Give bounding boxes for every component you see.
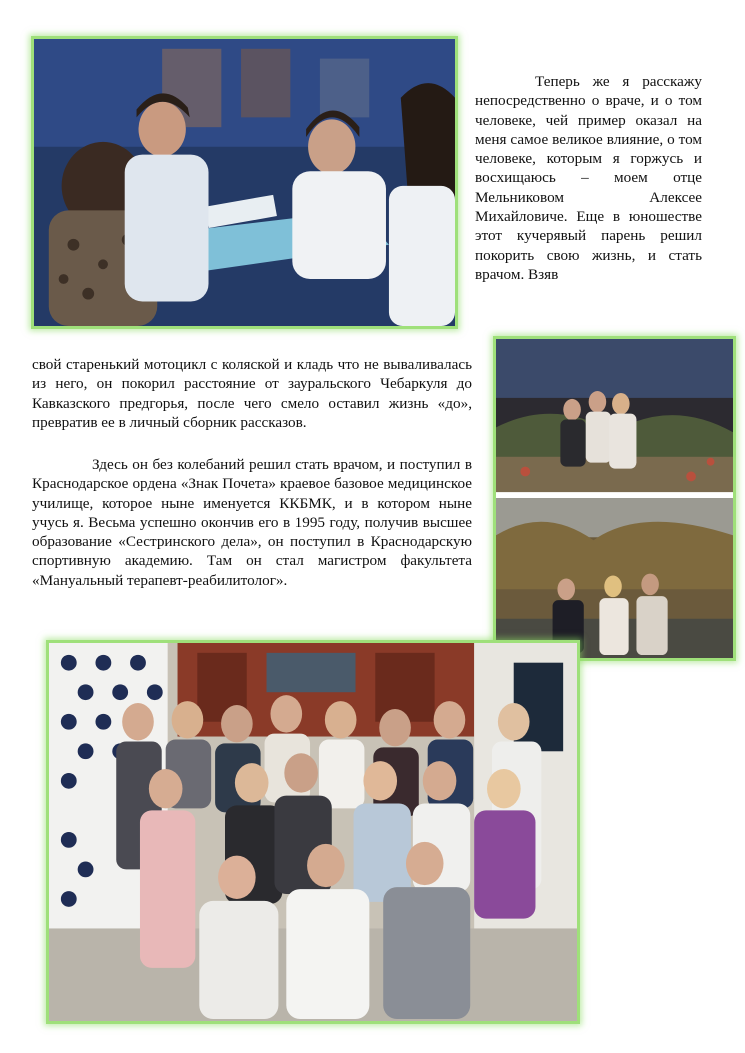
journey-paragraph: свой старенький мотоцикл с коляской и кладь что не вываливалась из него, он покорил расстояние от зауральского Чебаркуля до Кавказского предгорья, после чего смело оставил жизнь «до», превратив ее в личный сборник рассказов. bbox=[32, 356, 472, 431]
education-paragraph: Здесь он без колебаний решил стать врачом, и поступил в Краснодарское ордена «Знак Почета» краевое базовое медицинское училище, которое ныне именуется ККБМК, и в котором ныне учусь я. Весьма успешно окончив его в 1995 году, получив высшее образование «Сестринского дела», он поступил в Краснодарскую спортивную академию. Там он стал магистром факультета «Мануальный терапевт-реабилитолог». bbox=[32, 456, 472, 589]
intro-paragraph: Теперь же я расскажу непосредственно о враче, и о том человеке, чей пример оказал на меня самое великое влияние, о том человеке, которым я горжусь и восхищаюсь – моем отце Мельниковом Алексее Михайловиче. Еще в юношестве этот кучерявый парень решил покорить свою жизнь, и стать врачом. Взяв bbox=[475, 73, 702, 283]
group-photo bbox=[46, 640, 580, 1024]
outdoor-group-photos bbox=[493, 336, 736, 661]
classroom-photo bbox=[31, 36, 458, 329]
